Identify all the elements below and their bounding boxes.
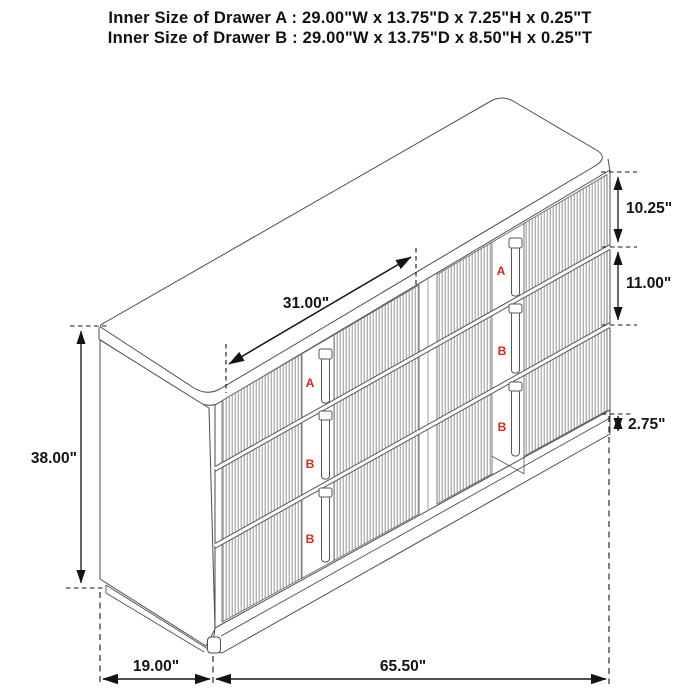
side-depth-label: 19.00" (132, 658, 180, 675)
drawer-a-size-text: Inner Size of Drawer A : 29.00"W x 13.75"D x 7.25"H x 0.25"T (108, 9, 592, 27)
right-drawer-b1-label: B (497, 344, 507, 358)
fluted-panel-right-inner (437, 242, 492, 504)
fluted-panel-left-outer (222, 354, 302, 622)
overall-height-label: 38.00" (30, 450, 77, 467)
left-drawer-a-label: A (305, 376, 315, 390)
drawer-b-height-label: 11.00" (626, 275, 672, 292)
left-drawer-b1-label: B (305, 457, 315, 471)
drawer-b-size-text: Inner Size of Drawer B : 29.00"W x 13.75"D x 8.50"H x 0.25"T (107, 29, 593, 47)
drawer-size-header (0, 8, 700, 48)
base-height-label: 2.75" (628, 416, 666, 433)
right-drawer-b2-label: B (497, 420, 507, 434)
front-left-foot (208, 637, 221, 653)
cabinet-drawing (99, 98, 610, 653)
fluted-panel-right-outer (524, 175, 607, 457)
right-drawer-a-label: A (496, 264, 506, 278)
top-diagonal-label: 31.00" (282, 295, 330, 312)
drawer-height-dimensions (601, 172, 672, 433)
left-drawer-b2-label: B (305, 532, 315, 546)
drawer-a-height-label: 10.25" (626, 200, 673, 217)
cabinet-top-right-edge (608, 159, 610, 171)
overall-width-label: 65.50" (379, 658, 427, 675)
overall-height-dimension (31, 326, 110, 588)
